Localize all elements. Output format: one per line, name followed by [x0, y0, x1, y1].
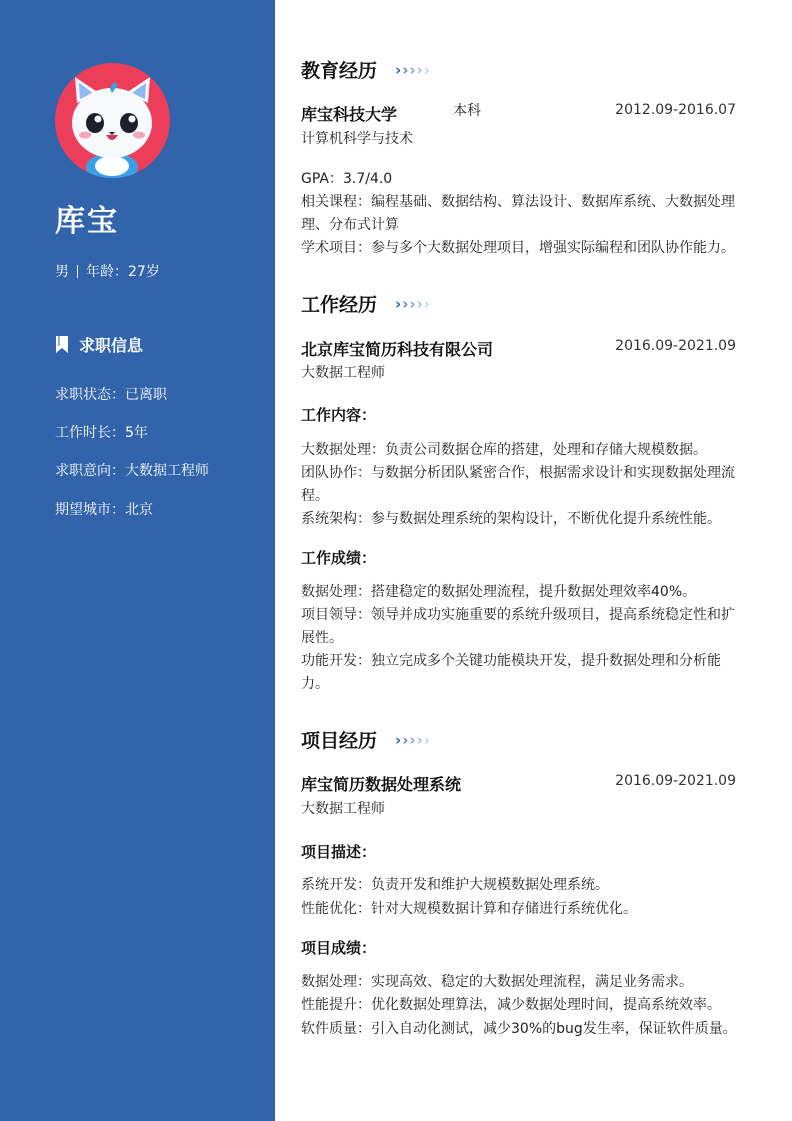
- project-result-line: 软件质量：引入自动化测试，减少30%的bug发生率，保证软件质量。: [301, 1021, 737, 1037]
- job-status: 求职状态：已离职: [55, 387, 167, 403]
- expected-city: 期望城市：北京: [55, 502, 153, 518]
- project-result-line: 性能提升：优化数据处理算法，减少数据处理时间，提高系统效率。: [301, 997, 721, 1013]
- work-content-line: 程。: [301, 488, 329, 504]
- chevrons-icon: › › › › ›: [395, 294, 429, 313]
- work-content-line: 大数据处理：负责公司数据仓库的搭建，处理和存储大规模数据。: [301, 442, 707, 458]
- age: 年龄：27岁: [86, 264, 160, 280]
- job-intention: 求职意向：大数据工程师: [55, 463, 209, 479]
- work-years: 工作时长：5年: [55, 425, 148, 441]
- work-content-line: 团队协作：与数据分析团队紧密合作，根据需求设计和实现数据处理流: [301, 465, 735, 481]
- avatar: [55, 63, 170, 178]
- work-result-heading: 工作成绩：: [301, 549, 377, 567]
- work-result-line: 功能开发：独立完成多个关键功能模块开发，提升数据处理和分析能: [301, 653, 721, 669]
- project-result-heading: 项目成绩：: [301, 939, 377, 957]
- edu-line: 学术项目：参与多个大数据处理项目，增强实际编程和团队协作能力。: [301, 240, 735, 256]
- bookmark-icon: [55, 336, 69, 353]
- work-result-line: 展性。: [301, 630, 343, 646]
- work-result-line: 力。: [301, 676, 329, 692]
- work-content-heading: 工作内容：: [301, 406, 377, 424]
- project-desc-line: 性能优化：针对大规模数据计算和存储进行系统优化。: [301, 901, 637, 917]
- work-result-line: 数据处理：搭建稳定的数据处理流程，提升数据处理效率40%。: [301, 584, 697, 600]
- project-result-line: 数据处理：实现高效、稳定的大数据处理流程，满足业务需求。: [301, 974, 693, 990]
- work-date: 2016.09-2021.09: [615, 338, 736, 354]
- section-title-project: 项目经历 › › › › ›: [301, 730, 429, 752]
- school-name: 库宝科技大学: [301, 105, 398, 124]
- gender: 男: [55, 264, 69, 280]
- chevrons-icon: › › › › ›: [395, 60, 429, 79]
- degree: 本科: [453, 103, 481, 119]
- project-desc-line: 系统开发：负责开发和维护大规模数据处理系统。: [301, 877, 609, 893]
- education-date: 2012.09-2016.07: [615, 102, 736, 118]
- basic-info: [55, 261, 160, 281]
- company-name: 北京库宝简历科技有限公司: [301, 340, 494, 359]
- project-date: 2016.09-2021.09: [615, 773, 736, 789]
- chevrons-icon: › › › › ›: [395, 730, 429, 749]
- divider: [77, 265, 78, 278]
- job-info-heading: 求职信息: [55, 333, 143, 356]
- major: 计算机科学与技术: [301, 131, 413, 147]
- edu-line: 理、分布式计算: [301, 217, 399, 233]
- section-title-work: 工作经历 › › › › ›: [301, 294, 429, 316]
- project-desc-heading: 项目描述：: [301, 843, 377, 861]
- project-name: 库宝简历数据处理系统: [301, 775, 462, 794]
- project-role: 大数据工程师: [301, 801, 385, 817]
- edu-line: GPA：3.7/4.0: [301, 171, 393, 187]
- edu-line: 相关课程：编程基础、数据结构、算法设计、数据库系统、大数据处理: [301, 194, 735, 210]
- section-title-education: 教育经历 › › › › ›: [301, 60, 429, 82]
- sidebar: [0, 0, 275, 1121]
- mascot-avatar-icon: [55, 63, 170, 178]
- work-result-line: 项目领导：领导并成功实施重要的系统升级项目，提高系统稳定性和扩: [301, 607, 735, 623]
- work-content-line: 系统架构：参与数据处理系统的架构设计，不断优化提升系统性能。: [301, 511, 721, 527]
- work-role: 大数据工程师: [301, 365, 385, 381]
- candidate-name: 库宝: [55, 204, 119, 239]
